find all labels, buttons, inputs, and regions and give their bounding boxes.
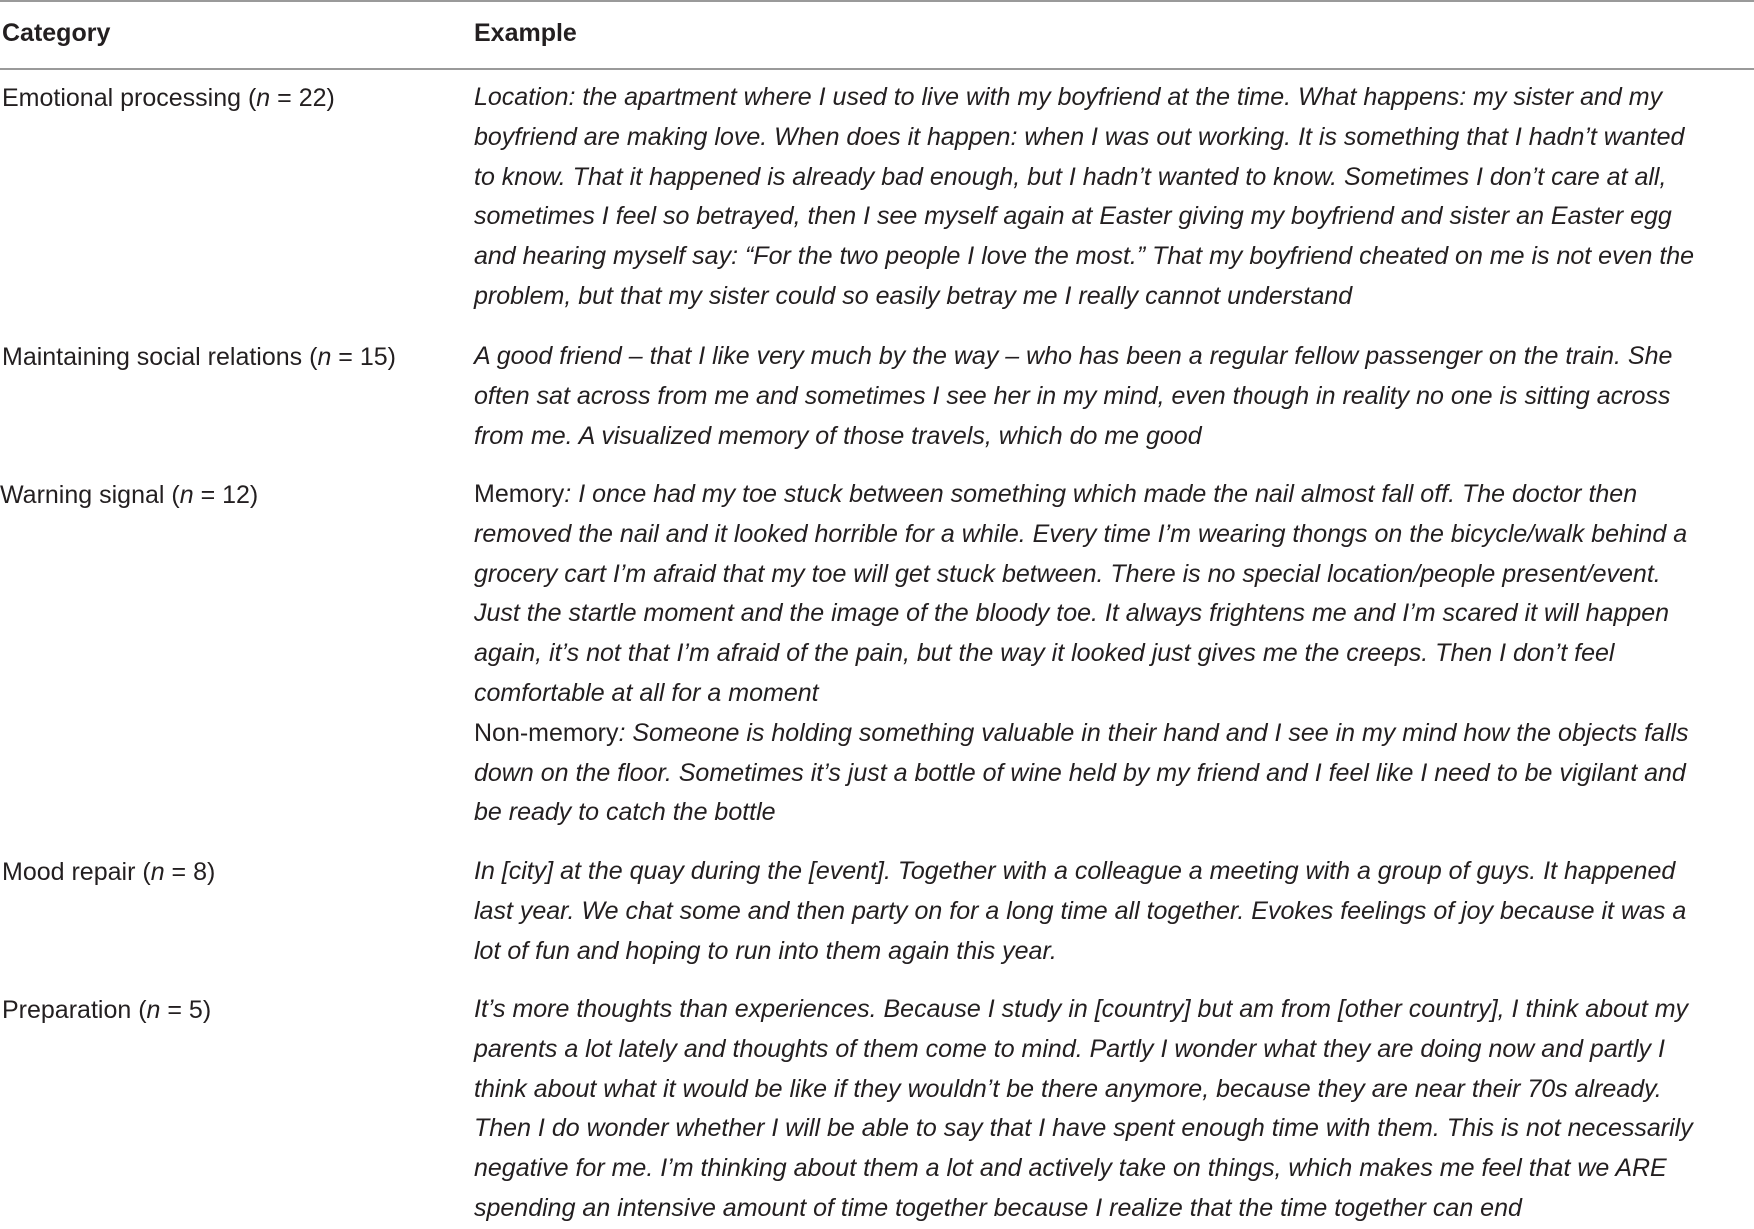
- example-line: removed the nail and it looked horrible for a while. Every time I’m wearing thongs on the bicycle/walk behind a: [474, 519, 1688, 548]
- example-line: last year. We chat some and then party on for a long time all together. Evokes feelings of joy because it was a: [474, 896, 1687, 925]
- example-line: and hearing myself say: “For the two people I love the most.” That my boyfriend cheated on me is not even the: [474, 242, 1695, 271]
- example-cell: [474, 337, 1754, 456]
- n-count: = 15): [331, 343, 396, 371]
- example-line: Just the startle moment and the image of the bloody toe. It always frightens me and I’m scared it will happen: [474, 599, 1670, 628]
- example-line: from me. A visualized memory of those travels, which do me good: [474, 421, 1202, 450]
- n-symbol: n: [150, 858, 165, 886]
- example-cell: [474, 990, 1754, 1229]
- category-label: Maintaining social relations: [2, 343, 303, 371]
- example-line: Location: the apartment where I used to live with my boyfriend at the time. What happens: my sister and my: [474, 83, 1663, 111]
- example-line: boyfriend are making love. When does it happen: when I was out working. It is something that I hadn’t wanted: [474, 122, 1685, 151]
- table-header-row: [0, 0, 1754, 68]
- example-line: often sat across from me and sometimes I see her in my mind, even though in reality no one is sitting across: [474, 381, 1671, 410]
- table-header-rule: [0, 68, 1754, 70]
- column-header-category: Category: [2, 19, 111, 47]
- example-line: It’s more thoughts than experiences. Because I study in [country] but am from [other country], I think about my: [474, 995, 1689, 1023]
- example-line: think about what it would be like if they wouldn’t be there anymore, because they are near their 70s already.: [474, 1074, 1662, 1103]
- example-line: spending an intensive amount of time together because I realize that the time together can end: [474, 1193, 1522, 1222]
- example-cell: [474, 852, 1754, 971]
- example-line: A good friend – that I like very much by the way – who has been a regular fellow passenger on the train. She: [474, 342, 1673, 370]
- n-symbol: n: [317, 343, 332, 371]
- example-line: grocery cart I’m afraid that my toe will get stuck between. There is no special location/people present/event.: [474, 559, 1661, 588]
- n-count: = 8): [164, 858, 216, 886]
- memory-lead: Memory: [474, 480, 565, 508]
- example-line: again, it’s not that I’m afraid of the pain, but the way it looked just gives me the creeps. Then I don’t feel: [474, 639, 1615, 668]
- category-label: Warning signal: [0, 481, 165, 509]
- category-label: Emotional processing: [2, 84, 242, 112]
- example-line: In [city] at the quay during the [event]. Together with a colleague a meeting with a group of guys. It happened: [474, 857, 1676, 885]
- n-symbol: n: [256, 84, 271, 112]
- example-line: Non-memory: Someone is holding something valuable in their hand and I see in my mind how the objects falls: [474, 718, 1689, 747]
- example-line: Then I do wonder whether I will be able to say that I have spent enough time with them. This is not necessarily: [474, 1114, 1693, 1143]
- example-line: be ready to catch the bottle: [474, 798, 776, 827]
- category-cell: Emotional processing (n = 22): [2, 84, 335, 112]
- example-line: Memory: I once had my toe stuck between something which made the nail almost fall off. The doctor then: [474, 480, 1638, 508]
- n-count: = 5): [160, 996, 212, 1024]
- category-cell: Preparation (n = 5): [2, 996, 212, 1024]
- example-cell: [474, 475, 1754, 833]
- category-label: Mood repair: [2, 858, 136, 886]
- column-header-example: Example: [474, 19, 577, 47]
- example-cell: [474, 78, 1754, 317]
- example-line: lot of fun and hoping to run into them again this year.: [474, 936, 1057, 965]
- category-cell: Mood repair (n = 8): [2, 858, 216, 886]
- category-cell: Maintaining social relations (n = 15): [2, 343, 396, 371]
- n-count: = 22): [270, 84, 335, 112]
- n-symbol: n: [146, 996, 161, 1024]
- category-label: Preparation: [2, 996, 132, 1024]
- example-line: to know. That it happened is already bad enough, but I hadn’t wanted to know. Sometimes I don’t care at all,: [474, 162, 1667, 191]
- example-line: sometimes I feel so betrayed, then I see myself again at Easter giving my boyfriend and sister an Easter egg: [474, 202, 1672, 231]
- example-line: down on the floor. Sometimes it’s just a bottle of wine held by my friend and I feel like I need to be vigilant and: [474, 758, 1686, 787]
- example-line: problem, but that my sister could so easily betray me I really cannot understand: [474, 281, 1353, 310]
- example-line: parents a lot lately and thoughts of them come to mind. Partly I wonder what they are doing now and partly I: [474, 1034, 1665, 1063]
- example-line: negative for me. I’m thinking about them a lot and actively take on things, which makes me feel that we ARE: [474, 1154, 1667, 1183]
- n-symbol: n: [179, 481, 194, 509]
- nonmemory-lead: Non-memory: [474, 718, 619, 747]
- n-count: = 12): [193, 481, 259, 509]
- category-cell: Warning signal (n = 12): [0, 481, 259, 509]
- example-line: comfortable at all for a moment: [474, 678, 819, 707]
